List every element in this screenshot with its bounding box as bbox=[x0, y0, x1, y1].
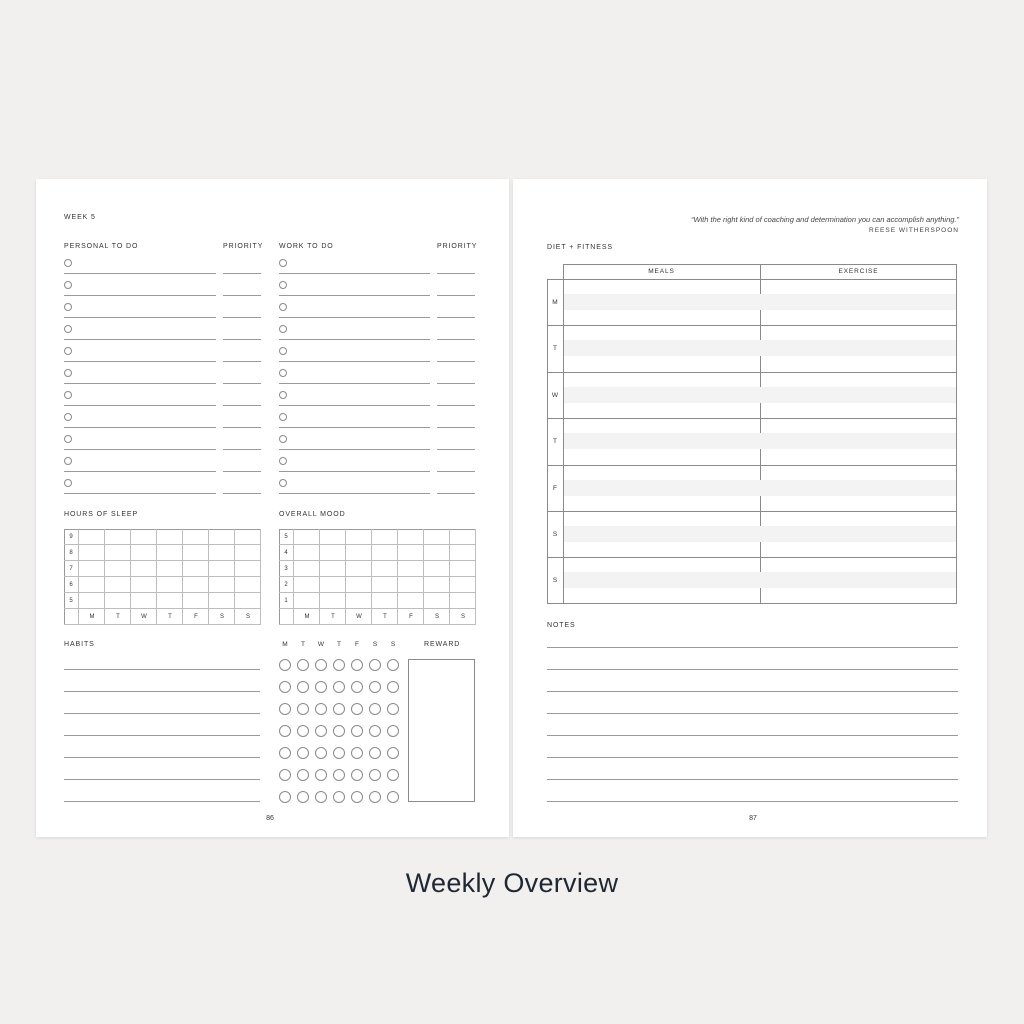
habit-check-circle[interactable] bbox=[315, 769, 327, 781]
caption: Weekly Overview bbox=[405, 868, 619, 898]
diet-day-label: S bbox=[552, 577, 558, 585]
habit-check-circle[interactable] bbox=[387, 703, 399, 715]
personal-priority-line[interactable] bbox=[223, 471, 261, 472]
work-priority-line[interactable] bbox=[437, 339, 475, 340]
meals-cell[interactable] bbox=[563, 279, 760, 325]
personal-priority-line[interactable] bbox=[223, 383, 261, 384]
work-priority-line[interactable] bbox=[437, 273, 475, 274]
sleep-day-label: S bbox=[245, 614, 250, 620]
sleep-row-label: 7 bbox=[69, 566, 73, 572]
notes-line[interactable] bbox=[547, 757, 958, 758]
work-priority-line[interactable] bbox=[437, 427, 475, 428]
mood-cell[interactable] bbox=[294, 561, 320, 577]
meals-cell[interactable] bbox=[563, 372, 760, 418]
mood-cell[interactable] bbox=[346, 593, 372, 609]
habit-check-circle[interactable] bbox=[387, 725, 399, 737]
overall-mood-title: OVERALL MOOD bbox=[279, 511, 346, 518]
mood-cell[interactable] bbox=[398, 529, 424, 545]
mood-day-label: S bbox=[460, 614, 465, 620]
sleep-cell[interactable] bbox=[183, 529, 209, 545]
meals-cell[interactable] bbox=[563, 511, 760, 557]
sleep-day-label: F bbox=[194, 614, 198, 620]
exercise-cell[interactable] bbox=[760, 372, 957, 418]
habit-check-circle[interactable] bbox=[369, 725, 381, 737]
sleep-cell[interactable] bbox=[131, 529, 157, 545]
diet-day-label: T bbox=[553, 438, 557, 446]
habit-check-circle[interactable] bbox=[369, 769, 381, 781]
habit-check-circle[interactable] bbox=[387, 769, 399, 781]
sleep-cell[interactable] bbox=[79, 529, 105, 545]
sleep-cell[interactable] bbox=[79, 561, 105, 577]
personal-todo-line[interactable] bbox=[64, 339, 216, 340]
planner-page-left bbox=[36, 179, 509, 837]
work-todo-checkbox[interactable] bbox=[279, 347, 287, 355]
personal-todo-line[interactable] bbox=[64, 361, 216, 362]
quote-author: REESE WITHERSPOON bbox=[869, 227, 959, 234]
mood-cell[interactable] bbox=[424, 577, 450, 593]
diet-day-label: W bbox=[551, 391, 559, 399]
diet-column-header: MEALS bbox=[648, 268, 675, 275]
personal-todo-checkbox[interactable] bbox=[64, 391, 72, 399]
sleep-day-label: S bbox=[219, 614, 224, 620]
personal-priority-line[interactable] bbox=[223, 405, 261, 406]
work-todo-line[interactable] bbox=[279, 405, 430, 406]
mood-cell[interactable] bbox=[294, 577, 320, 593]
mood-cell[interactable] bbox=[450, 561, 476, 577]
habit-check-circle[interactable] bbox=[333, 769, 345, 781]
work-priority-line[interactable] bbox=[437, 471, 475, 472]
habit-check-circle[interactable] bbox=[333, 725, 345, 737]
habit-check-circle[interactable] bbox=[279, 791, 291, 803]
habit-check-circle[interactable] bbox=[333, 659, 345, 671]
exercise-cell[interactable] bbox=[760, 418, 957, 464]
sleep-cell[interactable] bbox=[209, 529, 235, 545]
diet-column-header: EXERCISE bbox=[838, 268, 879, 275]
habit-line[interactable] bbox=[64, 735, 260, 736]
notes-line[interactable] bbox=[547, 735, 958, 736]
work-todo-line[interactable] bbox=[279, 449, 430, 450]
mood-cell[interactable] bbox=[320, 561, 346, 577]
mood-cell[interactable] bbox=[346, 577, 372, 593]
habit-check-circle[interactable] bbox=[351, 703, 363, 715]
habit-day-label: M bbox=[282, 641, 288, 648]
habit-check-circle[interactable] bbox=[351, 747, 363, 759]
sleep-cell[interactable] bbox=[131, 577, 157, 593]
notes-line[interactable] bbox=[547, 691, 958, 692]
work-todo-title: WORK TO DO bbox=[279, 243, 334, 250]
habit-check-circle[interactable] bbox=[279, 659, 291, 671]
sleep-cell[interactable] bbox=[79, 545, 105, 561]
work-priority-line[interactable] bbox=[437, 295, 475, 296]
habit-check-circle[interactable] bbox=[369, 791, 381, 803]
mood-row-label: 1 bbox=[284, 598, 288, 604]
mood-cell[interactable] bbox=[450, 529, 476, 545]
sleep-row-label: 6 bbox=[69, 582, 73, 588]
habit-check-circle[interactable] bbox=[315, 725, 327, 737]
habit-line[interactable] bbox=[64, 757, 260, 758]
habit-check-circle[interactable] bbox=[369, 703, 381, 715]
personal-priority-line[interactable] bbox=[223, 493, 261, 494]
habit-check-circle[interactable] bbox=[297, 681, 309, 693]
habit-check-circle[interactable] bbox=[297, 769, 309, 781]
notes-title: NOTES bbox=[547, 622, 576, 629]
mood-cell[interactable] bbox=[294, 545, 320, 561]
habit-check-circle[interactable] bbox=[315, 681, 327, 693]
habit-check-circle[interactable] bbox=[279, 725, 291, 737]
sleep-cell[interactable] bbox=[157, 561, 183, 577]
meals-cell[interactable] bbox=[563, 418, 760, 464]
notes-line[interactable] bbox=[547, 779, 958, 780]
habit-check-circle[interactable] bbox=[279, 747, 291, 759]
habit-day-label: T bbox=[301, 641, 305, 648]
work-priority-title: PRIORITY bbox=[437, 243, 478, 250]
mood-row-label: 4 bbox=[284, 550, 288, 556]
sleep-day-label: M bbox=[89, 614, 95, 620]
work-todo-line[interactable] bbox=[279, 383, 430, 384]
work-todo-checkbox[interactable] bbox=[279, 325, 287, 333]
habit-check-circle[interactable] bbox=[369, 747, 381, 759]
mood-row-label: 2 bbox=[284, 582, 288, 588]
work-todo-checkbox[interactable] bbox=[279, 259, 287, 267]
habit-check-circle[interactable] bbox=[387, 681, 399, 693]
habit-check-circle[interactable] bbox=[279, 703, 291, 715]
mood-cell[interactable] bbox=[372, 593, 398, 609]
sleep-cell[interactable] bbox=[131, 545, 157, 561]
notes-line[interactable] bbox=[547, 647, 958, 648]
mood-cell[interactable] bbox=[398, 545, 424, 561]
habit-check-circle[interactable] bbox=[315, 747, 327, 759]
habit-check-circle[interactable] bbox=[387, 791, 399, 803]
meals-cell[interactable] bbox=[563, 325, 760, 371]
sleep-day-label: T bbox=[168, 614, 172, 620]
personal-todo-line[interactable] bbox=[64, 317, 216, 318]
mood-cell[interactable] bbox=[294, 529, 320, 545]
personal-todo-line[interactable] bbox=[64, 449, 216, 450]
habit-line[interactable] bbox=[64, 669, 260, 670]
personal-priority-line[interactable] bbox=[223, 295, 261, 296]
personal-todo-line[interactable] bbox=[64, 295, 216, 296]
personal-todo-checkbox[interactable] bbox=[64, 347, 72, 355]
personal-todo-checkbox[interactable] bbox=[64, 369, 72, 377]
habit-check-circle[interactable] bbox=[297, 703, 309, 715]
work-priority-line[interactable] bbox=[437, 361, 475, 362]
sleep-cell[interactable] bbox=[183, 577, 209, 593]
work-priority-line[interactable] bbox=[437, 317, 475, 318]
mood-cell[interactable] bbox=[424, 545, 450, 561]
exercise-cell[interactable] bbox=[760, 279, 957, 325]
personal-todo-title: PERSONAL TO DO bbox=[64, 243, 139, 250]
sleep-cell[interactable] bbox=[235, 545, 261, 561]
sleep-cell[interactable] bbox=[209, 561, 235, 577]
personal-todo-line[interactable] bbox=[64, 273, 216, 274]
page-number-right: 87 bbox=[749, 815, 757, 822]
sleep-cell[interactable] bbox=[235, 529, 261, 545]
mood-cell[interactable] bbox=[372, 529, 398, 545]
diet-fitness-title: DIET + FITNESS bbox=[547, 244, 613, 251]
work-todo-checkbox[interactable] bbox=[279, 435, 287, 443]
work-todo-line[interactable] bbox=[279, 471, 430, 472]
habit-line[interactable] bbox=[64, 779, 260, 780]
personal-todo-checkbox[interactable] bbox=[64, 457, 72, 465]
sleep-row-label: 5 bbox=[69, 598, 73, 604]
work-priority-line[interactable] bbox=[437, 383, 475, 384]
sleep-cell[interactable] bbox=[183, 561, 209, 577]
mood-row-label: 3 bbox=[284, 566, 288, 572]
mood-cell[interactable] bbox=[320, 545, 346, 561]
habit-check-circle[interactable] bbox=[333, 747, 345, 759]
habit-check-circle[interactable] bbox=[351, 725, 363, 737]
habit-check-circle[interactable] bbox=[369, 681, 381, 693]
work-todo-checkbox[interactable] bbox=[279, 457, 287, 465]
mood-cell[interactable] bbox=[424, 529, 450, 545]
habits-title: HABITS bbox=[64, 641, 95, 648]
sleep-cell[interactable] bbox=[209, 593, 235, 609]
personal-todo-line[interactable] bbox=[64, 493, 216, 494]
personal-todo-line[interactable] bbox=[64, 405, 216, 406]
sleep-cell[interactable] bbox=[105, 577, 131, 593]
sleep-cell[interactable] bbox=[105, 545, 131, 561]
work-priority-line[interactable] bbox=[437, 405, 475, 406]
planner-page-right bbox=[513, 179, 987, 837]
sleep-cell[interactable] bbox=[157, 577, 183, 593]
sleep-corner-cell bbox=[64, 609, 79, 625]
work-todo-checkbox[interactable] bbox=[279, 281, 287, 289]
diet-day-label: S bbox=[552, 531, 558, 538]
sleep-cell[interactable] bbox=[209, 545, 235, 561]
personal-priority-line[interactable] bbox=[223, 273, 261, 274]
work-todo-line[interactable] bbox=[279, 361, 430, 362]
mood-cell[interactable] bbox=[346, 529, 372, 545]
mood-day-label: S bbox=[434, 614, 439, 620]
personal-todo-checkbox[interactable] bbox=[64, 435, 72, 443]
work-todo-checkbox[interactable] bbox=[279, 479, 287, 487]
work-todo-checkbox[interactable] bbox=[279, 413, 287, 421]
habit-check-circle[interactable] bbox=[279, 769, 291, 781]
habit-check-circle[interactable] bbox=[333, 703, 345, 715]
habit-line[interactable] bbox=[64, 713, 260, 714]
habit-check-circle[interactable] bbox=[351, 769, 363, 781]
sleep-cell[interactable] bbox=[131, 561, 157, 577]
mood-cell[interactable] bbox=[450, 545, 476, 561]
mood-cell[interactable] bbox=[372, 561, 398, 577]
work-todo-checkbox[interactable] bbox=[279, 391, 287, 399]
sleep-cell[interactable] bbox=[235, 577, 261, 593]
habit-check-circle[interactable] bbox=[333, 791, 345, 803]
personal-priority-line[interactable] bbox=[223, 427, 261, 428]
mood-cell[interactable] bbox=[346, 545, 372, 561]
work-todo-checkbox[interactable] bbox=[279, 369, 287, 377]
habit-check-circle[interactable] bbox=[333, 681, 345, 693]
habit-day-label: W bbox=[317, 641, 325, 648]
quote-text: “With the right kind of coaching and determination you can accomplish anything.” bbox=[691, 215, 959, 224]
personal-todo-checkbox[interactable] bbox=[64, 259, 72, 267]
habit-check-circle[interactable] bbox=[369, 659, 381, 671]
mood-day-label: F bbox=[409, 614, 413, 620]
habit-check-circle[interactable] bbox=[315, 659, 327, 671]
personal-priority-line[interactable] bbox=[223, 317, 261, 318]
meals-cell[interactable] bbox=[563, 557, 760, 603]
mood-cell[interactable] bbox=[320, 529, 346, 545]
habit-day-label: F bbox=[355, 641, 359, 648]
personal-todo-line[interactable] bbox=[64, 383, 216, 384]
personal-todo-checkbox[interactable] bbox=[64, 413, 72, 421]
notes-line[interactable] bbox=[547, 801, 958, 802]
work-todo-line[interactable] bbox=[279, 493, 430, 494]
mood-day-label: T bbox=[383, 614, 387, 620]
habit-check-circle[interactable] bbox=[315, 703, 327, 715]
reward-title: REWARD bbox=[424, 641, 461, 648]
hours-of-sleep-title: HOURS OF SLEEP bbox=[64, 511, 139, 518]
page-number-left: 86 bbox=[266, 815, 274, 822]
sleep-day-label: T bbox=[116, 614, 120, 620]
personal-todo-checkbox[interactable] bbox=[64, 281, 72, 289]
mood-cell[interactable] bbox=[320, 577, 346, 593]
sleep-cell[interactable] bbox=[157, 593, 183, 609]
personal-todo-checkbox[interactable] bbox=[64, 325, 72, 333]
exercise-cell[interactable] bbox=[760, 511, 957, 557]
week-label: WEEK 5 bbox=[64, 214, 96, 221]
habit-day-label: S bbox=[390, 641, 396, 648]
mood-cell[interactable] bbox=[346, 561, 372, 577]
mood-day-label: T bbox=[331, 614, 335, 620]
personal-priority-line[interactable] bbox=[223, 449, 261, 450]
diet-day-label: M bbox=[552, 299, 558, 306]
mood-cell[interactable] bbox=[372, 545, 398, 561]
sleep-row-label: 8 bbox=[69, 550, 73, 556]
exercise-cell[interactable] bbox=[760, 325, 957, 371]
sleep-day-label: W bbox=[141, 614, 147, 620]
mood-row-label: 5 bbox=[284, 534, 288, 540]
habit-check-circle[interactable] bbox=[297, 747, 309, 759]
habit-check-circle[interactable] bbox=[297, 791, 309, 803]
mood-cell[interactable] bbox=[320, 593, 346, 609]
habit-day-label: T bbox=[337, 641, 341, 648]
exercise-cell[interactable] bbox=[760, 557, 957, 603]
habit-line[interactable] bbox=[64, 801, 260, 802]
personal-todo-line[interactable] bbox=[64, 471, 216, 472]
sleep-cell[interactable] bbox=[183, 593, 209, 609]
mood-cell[interactable] bbox=[398, 561, 424, 577]
habit-day-label: S bbox=[372, 641, 378, 648]
mood-cell[interactable] bbox=[424, 561, 450, 577]
reward-box[interactable] bbox=[408, 659, 475, 802]
work-priority-line[interactable] bbox=[437, 493, 475, 494]
habit-check-circle[interactable] bbox=[351, 791, 363, 803]
sleep-cell[interactable] bbox=[209, 577, 235, 593]
meals-cell[interactable] bbox=[563, 465, 760, 511]
mood-corner-cell bbox=[279, 609, 294, 625]
mood-day-label: M bbox=[304, 614, 310, 620]
sleep-cell[interactable] bbox=[235, 561, 261, 577]
habit-check-circle[interactable] bbox=[297, 725, 309, 737]
mood-cell[interactable] bbox=[450, 577, 476, 593]
work-todo-line[interactable] bbox=[279, 273, 430, 274]
exercise-cell[interactable] bbox=[760, 465, 957, 511]
mood-cell[interactable] bbox=[372, 577, 398, 593]
work-todo-line[interactable] bbox=[279, 427, 430, 428]
work-todo-line[interactable] bbox=[279, 317, 430, 318]
personal-priority-line[interactable] bbox=[223, 361, 261, 362]
sleep-cell[interactable] bbox=[131, 593, 157, 609]
habit-check-circle[interactable] bbox=[387, 659, 399, 671]
notes-line[interactable] bbox=[547, 669, 958, 670]
personal-priority-line[interactable] bbox=[223, 339, 261, 340]
habit-check-circle[interactable] bbox=[351, 659, 363, 671]
habit-check-circle[interactable] bbox=[297, 659, 309, 671]
mood-cell[interactable] bbox=[398, 593, 424, 609]
sleep-cell[interactable] bbox=[79, 577, 105, 593]
mood-day-label: W bbox=[356, 614, 362, 620]
work-todo-line[interactable] bbox=[279, 339, 430, 340]
habit-check-circle[interactable] bbox=[315, 791, 327, 803]
sleep-cell[interactable] bbox=[105, 593, 131, 609]
habit-check-circle[interactable] bbox=[351, 681, 363, 693]
mood-cell[interactable] bbox=[398, 577, 424, 593]
work-todo-checkbox[interactable] bbox=[279, 303, 287, 311]
diet-day-label: T bbox=[553, 345, 557, 353]
sleep-cell[interactable] bbox=[105, 529, 131, 545]
habit-check-circle[interactable] bbox=[387, 747, 399, 759]
work-priority-line[interactable] bbox=[437, 449, 475, 450]
personal-todo-checkbox[interactable] bbox=[64, 303, 72, 311]
sleep-cell[interactable] bbox=[157, 545, 183, 561]
sleep-row-label: 9 bbox=[69, 534, 73, 540]
habit-line[interactable] bbox=[64, 691, 260, 692]
personal-todo-checkbox[interactable] bbox=[64, 479, 72, 487]
diet-day-label: F bbox=[553, 484, 557, 492]
mood-cell[interactable] bbox=[424, 593, 450, 609]
sleep-cell[interactable] bbox=[183, 545, 209, 561]
personal-priority-title: PRIORITY bbox=[223, 243, 264, 250]
work-todo-line[interactable] bbox=[279, 295, 430, 296]
sleep-cell[interactable] bbox=[157, 529, 183, 545]
sleep-cell[interactable] bbox=[105, 561, 131, 577]
personal-todo-line[interactable] bbox=[64, 427, 216, 428]
habit-check-circle[interactable] bbox=[279, 681, 291, 693]
notes-line[interactable] bbox=[547, 713, 958, 714]
sleep-cell[interactable] bbox=[235, 593, 261, 609]
mood-cell[interactable] bbox=[450, 593, 476, 609]
sleep-cell[interactable] bbox=[79, 593, 105, 609]
mood-cell[interactable] bbox=[294, 593, 320, 609]
